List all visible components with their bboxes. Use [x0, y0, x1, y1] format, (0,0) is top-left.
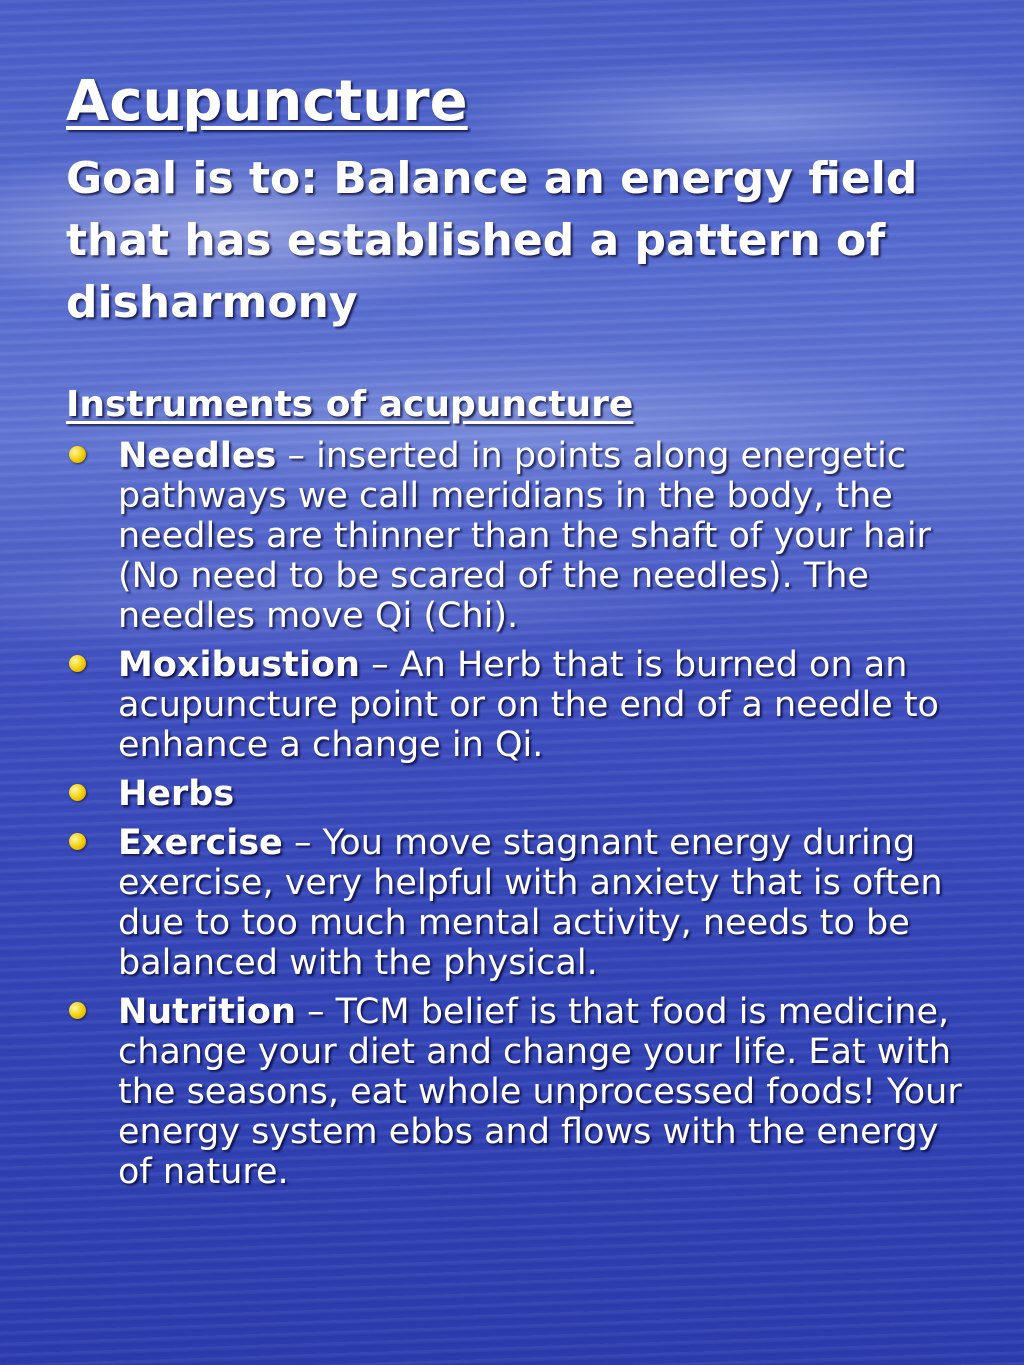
item-description: – An Herb that is burned on an acupuncture point or on the end of a needle to enhance a change in Qi.: [118, 645, 939, 765]
item-term: Moxibustion: [118, 645, 360, 685]
item-description: – TCM belief is that food is medicine, change your diet and change your life. Eat with the seasons, eat whole unprocessed foods! Your energy system ebbs and flows with the energy of nature.: [118, 992, 962, 1192]
bullet-icon: [69, 1002, 86, 1019]
item-description: – inserted in points along energetic pathways we call meridians in the body, the needles are thinner than the shaft of your hair (No need to be scared of the needles). The needles move Qi (Chi).: [118, 436, 931, 636]
list-item-moxibustion: [66, 645, 966, 765]
slide-title: Acupuncture: [66, 69, 468, 134]
item-term: Needles: [118, 436, 277, 476]
bullet-icon: [69, 655, 86, 672]
list-item-exercise: [66, 823, 966, 983]
list-item-nutrition: [66, 992, 966, 1192]
list-item-needles: [66, 436, 966, 636]
bullet-icon: [69, 784, 86, 801]
item-term: Exercise: [118, 823, 283, 863]
item-description: – You move stagnant energy during exercise, very helpful with anxiety that is often due to too much mental activity, needs to be balanced with the physical.: [118, 823, 943, 983]
list-item-herbs: [66, 774, 966, 814]
section-heading: Instruments of acupuncture: [66, 384, 634, 425]
bullet-icon: [69, 446, 86, 463]
bullet-icon: [69, 833, 86, 850]
item-term: Herbs: [118, 774, 235, 814]
item-term: Nutrition: [118, 992, 296, 1032]
instrument-list: [66, 436, 966, 1201]
goal-statement: Goal is to: Balance an energy field that has established a pattern of disharmony: [66, 153, 918, 328]
